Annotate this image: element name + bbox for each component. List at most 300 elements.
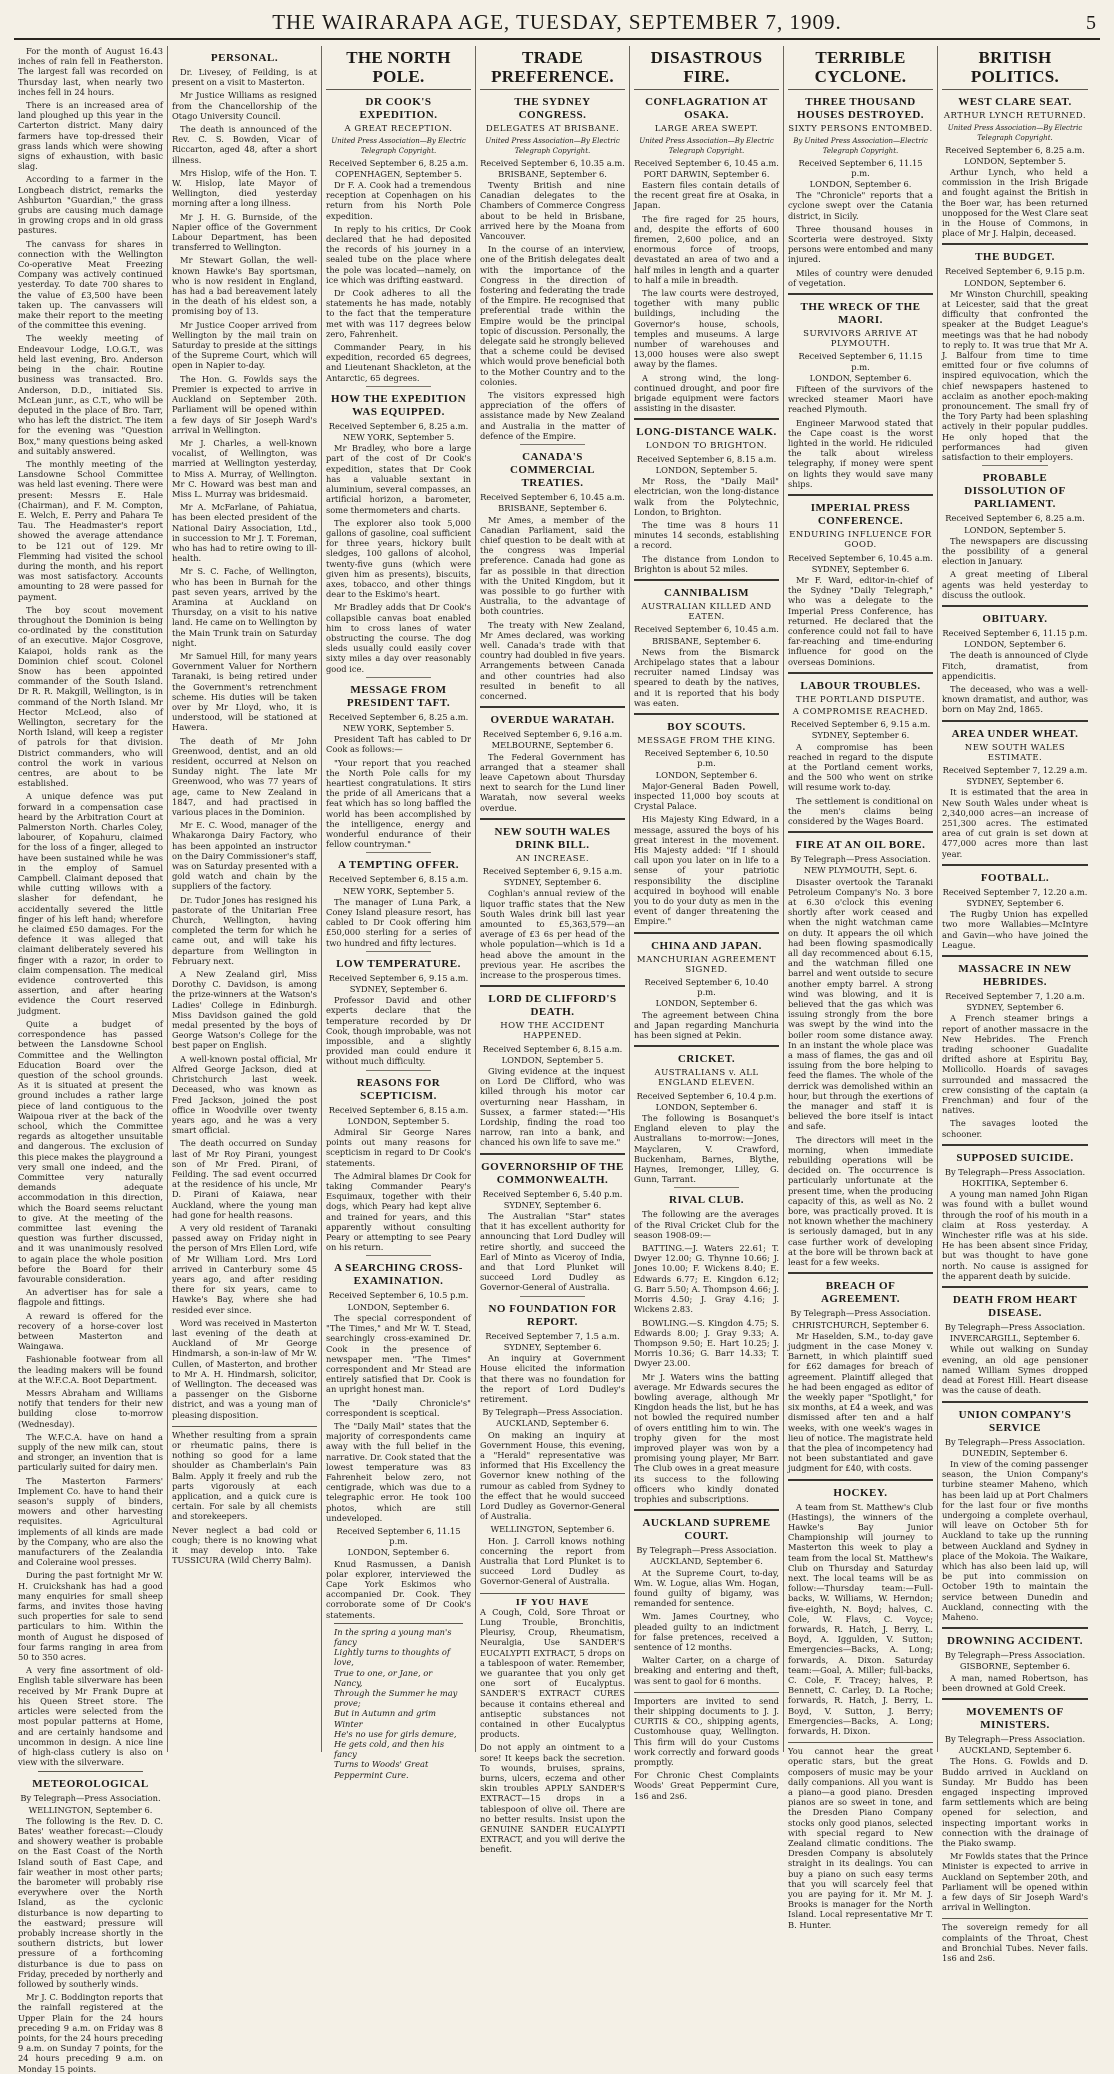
section-title: MESSAGE FROM PRESIDENT TAFT.	[346, 683, 451, 709]
received-line: Received September 6, 8.15 a.m.	[482, 1043, 623, 1054]
paragraph: In view of the coming passenger season, the Union Company's turbine steamer Maheno, which has been laid up at Port Chalmers for the last four or five months undergoing a complete overhaul, will leave on October 5th for Auckland to take up the running between Auckland and Sydney in place of the Mokoia. The Waikare, which has also been laid up, will be put into commission on October 19th to maintain the service between Dunedin and Auckland, connecting with the Maheno.	[942, 1458, 1088, 1622]
paragraph: Mr E. C. Wood, manager of the Whakaronga Dairy Factory, who has been appointed an instructor on the Dairy Commissioner's staff, was on Saturday presented with a gold watch and chain by the suppliers of the factory.	[172, 820, 317, 892]
paragraph: The death is announced of the Rev. C. S. Bowden, Vicar of Riccarton, aged 48, after a short illness.	[172, 124, 317, 165]
paragraph: A well-known postal official, Mr Alfred George Jackson, died at Christchurch last week. Deceased, who was known as Fred Jackson, joined the post office in Woodville over twenty years ago, and he was a very smart official.	[172, 1053, 317, 1136]
wire-credit: By Telegraph—Press Association.	[944, 1650, 1086, 1661]
dateline: LONDON, September 5.	[964, 524, 1066, 535]
section-body	[788, 1331, 933, 1474]
col5-advertisement	[634, 1692, 779, 1801]
paragraph: The Hon. G. Fowlds says the Premier is expected to arrive in Auckland on September 20th. Parliament will be opened within a few days of Sir Joseph Ward's arrival in Wellington.	[172, 373, 317, 435]
section-subtitle: HOW THE ACCIDENT HAPPENED.	[500, 1021, 605, 1042]
section-title: REASONS FOR SCEPTICISM.	[356, 1076, 441, 1102]
paragraph: Three thousand houses in Scorteria were destroyed. Sixty persons were entombed and many injured.	[788, 223, 933, 265]
wire-credit: United Press Association—By Electric Telegraph Copyright.	[485, 137, 620, 156]
paragraph: A unique defence was put forward in a compensation case heard by the Arbitration Court at Palmerston North. Charles Coley, labourer, of Kopahuru, claimed for the loss of a finger, alleged to have been sustained while he was in the employ of Samuel Campbell. Claimant deposed that while cutting willows with a slasher for defendant, he accidentally severed the little finger of his left hand; wherefore he claimed £50 damages. For the defence it was alleged that claimant deliberately severed his finger with a razor, in order to claim compensation. The medical evidence controverted this assertion, and after hearing evidence the Court reserved judgment.	[18, 791, 163, 1016]
section-body	[480, 1430, 625, 1522]
received-line: Received September 6, 10.5 p.m.	[328, 1290, 469, 1301]
wire-credit: By United Press Association—Electric Telegraph Copyright.	[793, 137, 928, 156]
dateline: SYDNEY, September 6.	[503, 1341, 602, 1352]
dateline: AUCKLAND, September 6.	[958, 1745, 1072, 1756]
paragraph: Mr Stewart Gollan, the well-known Hawke's Bay sportsman, who is now resident in England, has had a bad bereavement lately in the death of his eldest son, a promising boy of 13.	[172, 255, 317, 317]
paragraph: The Hons. G. Fowlds and D. Buddo arrived in Auckland on Sunday. Mr Buddo has been engaged inspecting improved farm settlements which are being opened for selection, and inspecting important works in connection with the drainage of the Piako swamp.	[942, 1756, 1088, 1848]
paragraph: The Australian "Star" states that it has excellent authority for announcing that Lord Dudley will retire shortly, and succeed the Earl of Minto as Viceroy of India, and that Lord Plunket will succeed Lord Dudley as Governor-General of Australia.	[480, 1211, 625, 1293]
section-body	[942, 1673, 1088, 1693]
section-body	[326, 1313, 471, 1523]
dateline: SYDNEY, September 6.	[811, 730, 910, 741]
paragraph: Quite a budget of correspondence has passed between the Lansdowne School Committee and the Wellington Education Board over the question of the school grounds. As it is situated at present the ground includes a rather large piece of land contiguous to the Waipoua river at the back of the school, which the Committee regards as altogether unsuitable and dangerous. The exclusion of this piece makes the playground a very small one indeed, and the Committee very naturally demands adequate accommodation in this direction, which the Board seems reluctant to give. At the meeting of the committee last evening the question was further discussed, and it was unanimously resolved to again place the whole position before the Board for their favourable consideration.	[18, 1018, 163, 1284]
wire-credit: United Press Association—By Electric Telegraph Copyright.	[639, 137, 774, 156]
paragraph: For the month of August 16.43 inches of rain fell in Featherston. The largest fall was recorded on Thursday last, when nearly two inches fell in 24 hours.	[18, 46, 163, 97]
section-subtitle: SIXTY PERSONS ENTOMBED.	[788, 124, 933, 134]
section-title: MOVEMENTS OF MINISTERS.	[966, 1705, 1064, 1731]
personal-paragraphs	[172, 67, 317, 1420]
paragraph: The Federal Government has arranged that a steamer shall leave Capetown about Thursday next to search for the Lund liner Waratah, now several weeks overdue.	[480, 751, 625, 813]
section-subtitle: ENDURING INFLUENCE FOR GOOD.	[789, 530, 932, 551]
paragraph: Mr Fowlds states that the Prince Minister is expected to arrive in Auckland on September 20th, and Parliament will be opened within a few days of Sir Joseph Ward's arrival in Wellington.	[942, 1851, 1088, 1913]
paragraph: The directors will meet in the morning, when immediate rebuilding operations will be decided on. The occurrence is particularly unfortunate at the present time, when the producing capacity of this, as well as No. 2 bore, was practically proved. It is not known whether the machinery is seriously damaged, but in any case further work of developing at the bore will be thrown back at least for a few weeks.	[788, 1134, 933, 1268]
paragraph: The Rugby Union has expelled two more Wallabies—McIntyre and Gavin—who have joined the League.	[942, 909, 1088, 950]
section-body	[326, 1127, 471, 1252]
paragraph: Arthur Lynch, who held a commission in the Irish Brigade and fought against the British in the Boer war, has been returned unopposed for the West Clare seat in the House of Commons, in place of Mr J. Halpin, deceased.	[942, 167, 1088, 239]
section-title: BREACH OF AGREEMENT.	[820, 1280, 901, 1306]
paragraph: The distance from London to Brighton is about 52 miles.	[634, 553, 779, 574]
paragraph: The boy scout movement throughout the Dominion is being co-ordinated by the constitution of an executive. Major Cosgrove, Kaiapoi, holds rank as the Dominion chief scout. Colonel Snow has been appointed commander of the South Island. Dr R. R. Makgill, Wellington, is in command of the North Island. Mr Hector McLeod, also of Wellington, secretary for the North Island, will keep a register of patrols for that division. District commanders, who will control the work in various centres, are about to be established.	[18, 604, 163, 789]
dateline: MELBOURNE, September 6.	[491, 740, 614, 751]
column-4	[476, 46, 630, 1855]
section-body	[634, 1113, 779, 1184]
paragraph: A man, named Robertson, has been drowned at Gold Creek.	[942, 1672, 1088, 1693]
paragraph: True to one, or Jane, or Nancy,	[334, 1667, 433, 1688]
columns	[14, 46, 1100, 2074]
section-body	[326, 1559, 471, 1620]
paragraph: The fire raged for 25 hours, and, despite the efforts of 600 firemen, 2,600 police, and an enormous force of troops, devastated an area of two and a half miles in length and a quarter to half a mile in breadth.	[634, 213, 779, 285]
paragraph: BATTING.—J. Waters 22.61; T. Dwyer 12.00; G. Thynne 10.66; J. Jones 10.00; F. Wickens 8.40; E. Edwards 6.77; E. Kingdon 6.12; G. Barr 5.50; A. Thompson 4.66; J. Morris 4.50; J. Gray 4.16; J. Wickens 2.83.	[634, 1243, 779, 1315]
paragraph: Mr Ames, a member of the Canadian Parliament, said the chief question to be dealt with at the congress was Imperial preference. Canada had gone as far as possible in that direction with the United Kingdom, but it was possible to go further with Australia, to the advantage of both countries.	[480, 514, 625, 617]
received-line: Received September 7, 1.20 a.m.	[945, 991, 1085, 1001]
wire-credit: United Press Association—By Electric Telegraph Copyright.	[947, 124, 1083, 143]
paragraph: Never neglect a bad cold or cough; there is no knowing what it may develop into. Take TUSSICURA (Wild Cherry Balm).	[172, 1524, 317, 1566]
section-body	[326, 180, 471, 383]
section-body	[788, 384, 933, 489]
section-body	[480, 752, 625, 813]
section-body	[788, 877, 933, 1268]
verse-advertisement	[334, 1623, 463, 1780]
section-subtitle: A GREAT RECEPTION.	[344, 124, 453, 134]
section-body	[942, 909, 1088, 950]
section-body	[480, 1536, 625, 1587]
section-body	[480, 515, 625, 702]
paragraph: In reply to his critics, Dr Cook declared that he had deposited the records of his journey in a sealed tube on the place where the pole was located—namely, on ice which was drifting eastward.	[326, 223, 471, 285]
paragraph: Turns to Woods' Great Peppermint Cure.	[334, 1759, 429, 1780]
paragraph: Hon. J. Carroll knows nothing concerning the report from Australia that Lord Plunket is to succeed Lord Dudley as Governor-General of Australia.	[480, 1535, 625, 1587]
paragraph: Eastern files contain details of the recent great fire at Osaka, in Japan.	[634, 180, 779, 211]
received-line: Received September 6, 11.15 p.m.	[336, 1525, 461, 1547]
paragraph: Mr Justice Cooper arrived from Wellington by the mail train on Saturday to preside at the sittings of the Supreme Court, which will open in Napier to-day.	[172, 319, 317, 371]
section-title: PROBABLE DISSOLUTION OF PARLIAMENT.	[964, 472, 1066, 511]
section-body	[326, 734, 471, 849]
dateline: CHRISTCHURCH, September 6.	[792, 1319, 929, 1330]
paragraph: Mrs Hislop, wife of the Hon. T. W. Hislop, late Mayor of Wellington, died yesterday morning after a long illness.	[172, 167, 317, 209]
section-title: A TEMPTING OFFER.	[337, 859, 460, 872]
section-subtitle: AN INCREASE.	[515, 853, 590, 864]
section-body	[634, 781, 779, 927]
paragraph: The following is the Rev. D. C. Bates' weather forecast:—Cloudy and showery weather is probable on the East Coast of the North Island south of East Cape, and fair weather in most other parts; the barometer will probably rise everywhere over the North Island, as the cyclonic disturbance is now departing to the eastward; pressure will probably increase shortly in the southern districts, but lower pressure of a forthcoming disturbance is due to pass on Friday, preceded by northerly and followed by southerly winds.	[18, 1815, 163, 1989]
personal-heading: PERSONAL.	[210, 52, 279, 64]
received-line: Received September 6, 9.15 a.m.	[482, 865, 623, 876]
section-body	[634, 647, 779, 708]
received-line: Received September 6, 8.25 a.m.	[945, 513, 1085, 524]
paragraph: The canvass for shares in connection with the Wellington Co-operative Meat Freezing Company was actively continued yesterday. To date 700 shares to the value of £3,500 have been taken up. The canvassers will make their report to the meeting of the committee this evening.	[18, 238, 163, 331]
paragraph: Do not apply an ointment to a sore! It keeps back the secretion. To wounds, bruises, sprains, burns, ulcers, eczema and other skin troubles APPLY SANDER'S EXTRACT—15 drops in a tablespoon of olive oil. There are no better results. Insist upon the GENUINE SANDER EUCALYPTI EXTRACT, and you will derive the benefit.	[480, 1742, 625, 1855]
paragraph: The settlement is conditional on the men's claims being considered by the Wages Board.	[788, 795, 933, 826]
column-6	[784, 46, 938, 1930]
dateline: LONDON, September 6.	[347, 1547, 450, 1558]
column-7	[938, 46, 1092, 1964]
section-subtitle: THE PORTLAND DISPUTE.	[795, 694, 926, 705]
paragraph: For Chronic Chest Complaints Woods' Great Peppermint Cure, 1s6 and 2s6.	[634, 1770, 779, 1801]
paragraph: The "Daily Chronicle's" correspondent is sceptical.	[326, 1397, 471, 1418]
paragraph: The savages looted the schooner.	[942, 1118, 1088, 1139]
received-line: Received September 6, 10.35 a.m.	[480, 157, 625, 168]
piano-advertisement	[788, 1742, 933, 1930]
dateline: GISBORNE, September 6.	[959, 1661, 1071, 1672]
paragraph: Mr Samuel Hill, for many years Government Valuer for Northern Taranaki, is being retired under the Government's retrenchment scheme. His duties will be taken over by Mr Lloyd, who, it is understood, will be stationed at Hawera.	[172, 650, 317, 733]
section-title: OBITUARY.	[982, 612, 1048, 625]
section-title: THE WRECK OF THE MAORI.	[800, 301, 921, 327]
dateline: SYDNEY, September 6.	[503, 877, 602, 888]
section-title: CHINA AND JAPAN.	[651, 939, 762, 952]
section-title: CANNIBALISM	[664, 586, 749, 599]
section-body	[326, 897, 471, 948]
section-title: GOVERNORSHIP OF THE COMMONWEALTH.	[481, 1160, 624, 1186]
paragraph: The monthly meeting of the Lansdowne School Committee was held last evening. There were present: Messrs E. Hale (Chairman), and F. M. Compton, E. Welch, E. Perry and Pahara Te Tau. The Headmaster's report showed the average attendance to be 121 out of 129. Mr Flemming had visited the school during the month, and his report was most satisfactory. Accounts amounting to 28 were passed for payment.	[18, 458, 163, 602]
section-subtitle: A COMPROMISE REACHED.	[792, 706, 929, 717]
paragraph: A team from St. Matthew's Club (Hastings), the winners of the Hawke's Bay Junior Championship will journey to Masterton this week to play a team from the local St. Matthew's Club on Thursday and Saturday next. The local teams will be as follow:—Thursday team:—Full-backs, W. Williams, W. Herndon; five-eighth, N. Boyd; halves, C. Cole, W. Flavs, C. Voyce; forwards, R. Hatch, J. Berry, L. Boyd, A. Iggulden, V. Sutton; Emergencies—Backs, A. Long; forwards, A. Dixon. Saturday team:—Goal, A. Miller; full-backs, C. Cole, F. Tracey; halves, P. Bennett, C. Carley, D. La Roche; forwards, R. Hatch, J. Berry, L. Boyd, V. Sutton, J. Berry; Emergencies—Backs, A. Long; forwards, H. Dixon.	[788, 1501, 933, 1737]
paragraph: A very old resident of Taranaki passed away on Friday night in the person of Mrs Ellen Lord, wife of Mr William Lord. Mrs Lord arrived in Canterbury some 45 years ago, and after residing there for six years, came to Hawke's Bay, where she had resided ever since.	[172, 1222, 317, 1315]
paragraph: The sovereign remedy for all complaints of the Throat, Chest and Bronchial Tubes. Never fails. 1s6 and 2s6.	[942, 1922, 1088, 1964]
sanders-advertisement	[480, 1593, 625, 1855]
paragraph: The weekly meeting of Endeavour Lodge, I.O.G.T., was held last evening, Bro. Anderson being in the chair. Routine business was transacted. Bro. Anderson, D.D., initiated Sis. McLean junr., as C.T., who will be deputed in the place of Bro. Tarr, who has left the district. The item for the evening was "Question Box," many questions being asked and suitably answered.	[18, 333, 163, 456]
dateline: BRISBANE, September 6.	[498, 168, 607, 179]
dateline: LONDON, September 6.	[655, 998, 758, 1009]
received-line: Received September 6, 10.4 p.m.	[636, 1090, 777, 1101]
section-body	[788, 1502, 933, 1737]
paragraph: Admiral Sir George Nares points out many reasons for scepticism in regard to Dr Cook's statements.	[326, 1127, 471, 1168]
section-body	[634, 1568, 779, 1686]
section-title: CONFLAGRATION AT OSAKA.	[645, 96, 768, 121]
wire-credit: By Telegraph—Press Association.	[790, 854, 931, 865]
section-body	[942, 1344, 1088, 1395]
section-body	[788, 190, 933, 288]
column-1	[14, 46, 168, 2074]
section-subtitle: AUSTRALIANS v. ALL ENGLAND ELEVEN.	[654, 1068, 759, 1089]
col1-paragraphs	[18, 46, 163, 1767]
received-line: Received September 6, 11.15 p.m.	[798, 157, 923, 178]
paragraph: Walter Carter, on a charge of breaking and entering and theft, was sent to gaol for 6 months.	[634, 1655, 779, 1686]
paragraph: Commander Peary, in his expedition, recorded 65 degrees, and Lieutenant Shackleton, at the Antarctic, 65 degrees.	[326, 342, 471, 383]
paragraph: Mr A. McFarlane, of Pahiatua, has been elected president of the National Dairy Association, Ltd., in succession to Mr J. T. Foreman, who has had to retire owing to ill-health.	[172, 502, 317, 564]
paragraph: A very fine assortment of old-English table silverware has been received by Mr Frank Dupre at his Queen Street store. The articles were selected from the most popular patterns at Home, and are certainly handsome and uncommon in design. A nice line of high-class cutlery is also on view with the silverware.	[18, 1665, 163, 1768]
paragraph: The law courts were destroyed, together with many public buildings, including the Governor's house, schools, temples and museums. A large number of warehouses and 13,000 houses were also swept away by the flames.	[634, 288, 779, 370]
received-line: Received September 6, 9.15 a.m.	[790, 719, 931, 730]
wire-credit: By Telegraph—Press Association.	[944, 1166, 1086, 1177]
section-body	[942, 167, 1088, 238]
dateline: LONDON, September 5.	[655, 464, 758, 475]
paragraph: Word was received in Masterton last evening of the death at Auckland of Mr George Hindmarsh, a son-in-law of Mr W. Cullen, of Masterton, and brother to Mr A. H. Hindmarsh, solicitor, of Wellington. The deceased was a passenger on the Gisborne district, and was a young man of pleasing disposition.	[172, 1317, 317, 1420]
british-politics-banner: BRITISH POLITICS.	[942, 48, 1088, 90]
column-2	[168, 46, 322, 1752]
meteorological-heading: METEOROLOGICAL	[32, 1778, 149, 1791]
section-title: LORD DE CLIFFORD'S DEATH.	[488, 993, 617, 1019]
section-body	[634, 1209, 779, 1504]
paragraph: Mr J. Charles, a well-known vocalist, of Wellington, was married at Wellington yesterday, to Miss A. Murray, of Wellington. Mr C. Howard was best man and Miss L. Murray was bridesmaid.	[172, 437, 317, 499]
dateline: DUNEDIN, September 6.	[962, 1447, 1068, 1458]
dateline: SYDNEY, September 6.	[503, 1199, 602, 1210]
paragraph: A young man named John Rigan was found with a bullet wound through the roof of his mouth in a claim at Ross yesterday. A Winchester rifle was at his side. He has been absent since Friday, but was thought to have gone north. No cause is assigned for the apparent death by suicide.	[942, 1189, 1088, 1281]
received-line: Received September 6, 5.40 p.m.	[482, 1188, 623, 1199]
section-title: NO FOUNDATION FOR REPORT.	[488, 1302, 617, 1328]
paragraph: President Taft has cabled to Dr Cook as follows:—	[326, 734, 471, 755]
section-title: THE SYDNEY CONGRESS.	[514, 96, 591, 121]
dateline: HOKITIKA, September 6.	[961, 1178, 1069, 1189]
paragraph: The deceased, who was a well-known dramatist, and author, was born on May 2nd, 1865.	[942, 683, 1088, 715]
dateline: LONDON, September 6.	[347, 1301, 450, 1312]
section-body	[942, 787, 1088, 858]
paragraph: Fifteen of the survivors of the wrecked steamer Maori have reached Plymouth.	[788, 384, 933, 415]
north-pole-banner: THE NORTH POLE.	[326, 48, 471, 90]
section-title: THREE THOUSAND HOUSES DESTROYED.	[796, 96, 925, 121]
section-body	[480, 1211, 625, 1293]
paragraph: The time was 8 hours 11 minutes 14 seconds, establishing a record.	[634, 519, 779, 551]
paragraph: Mr J. C. Boddington reports that the rainfall registered at the Upper Plain for the 24 hours preceding 9 a.m. on Friday was 8 points, for the 24 hours preceding 9 a.m. on Sunday 7 points, for the 24 hours preceding 9 a.m. on Monday 15 points.	[18, 1992, 163, 2074]
paragraph: Dr. Livesey, of Feilding, is at present on a visit to Masterton.	[172, 67, 317, 88]
dateline: BRISBANE, September 6.	[652, 635, 761, 646]
paragraph: The following are the averages of the Rival Cricket Club for the season 1908-09:—	[634, 1209, 779, 1240]
paragraph: The visitors expressed high appreciation of the offers of assistance made by New Zealand and Australia in the matter of defence of the Empire.	[480, 390, 625, 441]
section-subtitle: ARTHUR LYNCH RETURNED.	[943, 111, 1087, 121]
paragraph: Mr Justice Williams as resigned from the Chancellorship of the Otago University Council.	[172, 90, 317, 121]
paragraph: A French steamer brings a report of another massacre in the New Hebrides. The French trading schooner Guadalite drifted ashore at Espiritu Bay, Mollicollo. Hoards of savages surrounded and massacred the crew consisting of the captain (a Frenchman) and four of the natives.	[942, 1013, 1088, 1116]
terrible-cyclone-banner: TERRIBLE CYCLONE.	[788, 48, 933, 90]
section-body	[634, 180, 779, 413]
dateline: LONDON, September 6.	[655, 1101, 758, 1112]
received-line: Received September 6, 10.45 a.m.	[634, 624, 779, 635]
paragraph: The treaty with New Zealand, Mr Ames declared, was working well. Canada's trade with that country had doubled in five years. Arrangements between Canada and other countries had also resulted in benefit to all concerned.	[480, 619, 625, 701]
paragraph: Twenty British and nine Canadian delegates to the Chambers of Commerce Congress about to be held in Brisbane, arrived here by the Moana from Vancouver.	[480, 180, 625, 242]
paragraph: The death occurred on Sunday last of Mr Roy Pirani, youngest son of Mr Fred. Pirani, of Feilding. The sad event occurred at the residence of his uncle, Mr D. Pirani of Kaiawa, near Auckland, where the young man had gone for health reasons.	[172, 1138, 317, 1220]
wire-credit: By Telegraph—Press Association.	[944, 1436, 1086, 1447]
paragraph: The newspapers are discussing the possibility of a general election in January.	[942, 535, 1088, 567]
section-subtitle: LARGE AREA SWEPT.	[654, 124, 759, 134]
section-title: AREA UNDER WHEAT.	[951, 727, 1079, 740]
section-body	[634, 476, 779, 574]
met-dateline: WELLINGTON, September 6.	[28, 1804, 153, 1815]
received-line: Received September 6, 8.25 a.m.	[328, 420, 469, 431]
paragraph: It is estimated that the area in New South Wales under wheat is 2,340,000 acres—an increase of 251,300 acres. The estimated area of cut grain is set down at 477,000 acres more than last year.	[942, 787, 1088, 859]
met-wire: By Telegraph—Press Association.	[20, 1793, 161, 1804]
paragraph: The agreement between China and Japan regarding Manchuria has been signed at Pekin.	[634, 1009, 779, 1041]
paragraph: During the past fortnight Mr W. H. Cruickshank has had a good many enquiries for small sheep farms, and invites those having such properties for sale to send particulars to him. Within the month of August he disposed of four farms ranging in area from 50 to 350 acres.	[18, 1570, 163, 1663]
received-line: Received September 6, 8.15 a.m.	[636, 453, 777, 464]
paragraph: Mr Winston Churchill, speaking at Leicester, said that the great difficulty that confronted the speaker at the Budget League's meetings was that he had nobody to reply to. It was true that Mr A. J. Balfour from time to time emitted four or five columns of inspired equivocation, which the chief newspapers hastened to acclaim as another epoch-making pronouncement. The small fry of the Tory Party had been splashing actively in their popular puddles. He only hoped that the performances had given satisfaction to their employers.	[942, 288, 1088, 463]
paragraph: Mr Haselden, S.M., to-day gave judgment in the case Money v. Barnett, in which plaintiff sued for £62 damages for breach of agreement. Plaintiff alleged that he had been engaged as editor of the weekly paper "Spotlight," for six months, at £4 a week, and was dismissed after ten and a half weeks, with one week's wages in lieu of notice. The magistrate held that the plea of incompetency had not been substantiated and gave judgment for £40, with costs.	[788, 1330, 933, 1474]
page-number: 5	[1086, 12, 1096, 34]
paragraph: The W.F.C.A. have on hand a supply of the new milk can, stout and stronger, an invention that is particularly suited for dairy men.	[18, 1431, 163, 1473]
received-line: Received September 6, 8.25 a.m.	[328, 711, 469, 722]
dateline: SYDNEY, September 6.	[349, 984, 448, 995]
disastrous-fire-banner: DISASTROUS FIRE.	[634, 48, 779, 90]
section-body	[942, 1189, 1088, 1281]
section-body	[942, 1459, 1088, 1622]
paragraph: The following is Bosanquet's England eleven to play the Australians to-morrow:—Jones, Mayclaren, V. Crawford, Buckenham, Barnes, Blythe, Haynes, Iremonger, Lilley, G. Gunn, Tarrant.	[634, 1113, 779, 1185]
paragraph: The Masterton Farmers' Implement Co. have to hand their season's supply of binders, mowers and other harvesting requisites. Agricultural implements of all kinds are made by the Company, who are also the manufacturers of the Zealandia and Coleraine wool presses.	[18, 1475, 163, 1568]
received-line: Received September 7, 1.5 a.m.	[485, 1330, 620, 1341]
section-title: LOW TEMPERATURE.	[336, 957, 461, 970]
section-body	[788, 742, 933, 827]
paragraph: Mr S. C. Fache, of Wellington, who has been in Burnah for the past seven years, arrived by the Aramina at Auckland on Thursday, on a visit to his native land. He came on to Wellington by the Main Trunk train on Saturday night.	[172, 566, 317, 648]
section-subtitle: DELEGATES AT BRISBANE.	[485, 124, 620, 134]
paragraph: Whether resulting from a sprain or rheumatic pains, there is nothing so good for a lame shoulder as Chamberlain's Pain Balm. Apply it freely and rub the parts vigorously at each application, and a quick cure is certain. For sale by all chemists and storekeepers.	[172, 1429, 317, 1522]
section-title: NEW SOUTH WALES DRINK BILL.	[494, 825, 611, 851]
wire-credit: United Press Association—By Electric Telegraph Copyright.	[331, 137, 466, 156]
section-title: RIVAL CLUB.	[669, 1194, 744, 1207]
section-body	[480, 180, 625, 441]
ad-body	[480, 1607, 625, 1855]
section-title: UNION COMPANY'S SERVICE	[958, 1408, 1072, 1434]
dateline: SYDNEY, September 6.	[966, 776, 1064, 787]
paragraph: His Majesty King Edward, in a message, assured the boys of his great interest in the movement. His Majesty added: "If I should call upon you later on in life to a sense of your patriotic responsibility the discipline acquired in boyhood will enable you to do your duty as men in the event of danger threatening the Empire."	[634, 814, 779, 927]
received-line: Received September 6, 10.50 p.m.	[644, 748, 769, 769]
section-title: WEST CLARE SEAT.	[958, 96, 1072, 108]
paragraph: Mr J. Waters wins the batting average. Mr Edwards secures the bowling average, although Mr Kingdon heads the list, but he has not bowled the required number of overs entitling him to win. The trophy given for the most improved player was won by a promising young player, Mr Barr. The Club owes in a great measure its success to the following officers who kindly donated trophies and subscriptions.	[634, 1371, 779, 1504]
section-title: DR COOK'S EXPEDITION.	[359, 96, 438, 121]
paragraph: A compromise has been reached in regard to the dispute at the Portland cement works, and the 500 who went on strike will resume work to-day.	[788, 741, 933, 793]
paragraph: BOWLING.—S. Kingdon 4.75; S. Edwards 8.00; J. Gray 9.33; A. Thompson 9.50; E. Hart 10.25; J. Morris 10.36; G. Barr 14.33; T. Dwyer 23.00.	[634, 1317, 779, 1369]
dateline: LONDON, September 6.	[809, 372, 912, 383]
wire-credit: By Telegraph—Press Association.	[482, 1407, 623, 1418]
paragraph: But in Autumn and grim Winter	[334, 1708, 436, 1729]
section-body	[942, 536, 1088, 600]
paragraph: In the spring a young man's fancy	[334, 1626, 452, 1647]
wire-credit: By Telegraph—Press Association.	[636, 1545, 777, 1556]
section-subtitle: SURVIVORS ARRIVE AT PLYMOUTH.	[803, 329, 918, 350]
section-title: CRICKET.	[677, 1053, 736, 1066]
section-title: DROWNING ACCIDENT.	[947, 1635, 1083, 1648]
paragraph: A great meeting of Liberal agents was held yesterday to discuss the outlook.	[942, 569, 1088, 600]
received-line: Received September 6, 10.45 a.m.	[634, 157, 779, 168]
section-body	[788, 575, 933, 667]
dateline: INVERCARGILL, September 6.	[949, 1333, 1081, 1344]
dateline: NEW YORK, September 5.	[342, 432, 455, 443]
received-line: Received September 6, 8.15 a.m.	[328, 874, 469, 885]
paragraph: There is an increased area of land ploughed up this year in the Carterton district. Many dairy farmers have top-dressed their grass lands which were showing signs of exhaustion, with basic slag.	[18, 100, 163, 172]
paragraph: A Cough, Cold, Sore Throat or Lung Trouble, Bronchitis, Pleurisy, Croup, Rheumatism, Neuralgia, Use SANDER'S EUCALYPTI EXTRACT, 5 drops on a tablespoon of water. Remember, we guarantee that you only get one sort of Eucalyptus. SANDER'S EXTRACT CURES because it contains ethereal and antiseptic substances not contained in other Eucalyptus products.	[480, 1606, 625, 1740]
paragraph: A strong wind, the long-continued drought, and poor fire brigade equipment were factors assisting in the disaster.	[634, 372, 779, 414]
wire-credit: By Telegraph—Press Association.	[790, 1308, 931, 1319]
paragraph: Dr F. A. Cook had a tremendous reception at Copenhagen on his return from his North Pole expedition.	[326, 180, 471, 221]
paragraph: Coghlan's annual review of the liquor traffic states that the New South Wales drink bill last year amounted to £5,363,579—an average of £3 6s per head of the whole population—which is 1d a head above the amount in the previous year. He ascribes the increase to the prosperous times.	[480, 888, 625, 981]
section-body	[326, 995, 471, 1066]
received-line: Received September 6, 10.45 a.m.	[480, 492, 625, 503]
paragraph: Major-General Baden Powell, inspected 11,000 boy scouts at Crystal Palace.	[634, 780, 779, 812]
paragraph: The Admiral blames Dr Cook for taking Commander Peary's Esquimaux, together with their dogs, which Peary had kept alive and trained for years, and this apparently without consulting Peary or attempting to see Peary on his return.	[326, 1170, 471, 1253]
received-line: Received September 6, 10.40 p.m.	[644, 977, 769, 998]
section-title: AUCKLAND SUPREME COURT.	[642, 1517, 771, 1543]
paragraph: The special correspondent of "The Times," and Mr W. T. Stead, searchingly cross-examined Dr. Cook in the presence of newspaper men. "The Times" correspondent and Mr Stead are entirely satisfied that Dr. Cook is an upright honest man.	[326, 1312, 471, 1395]
paragraph: The death of Mr John Greenwood, dentist, and an old resident, occurred at Nelson on Sunday night. The late Mr Greenwood, who was 77 years of age, came to New Zealand in 1847, and had practised in various places in the Dominion.	[172, 735, 317, 818]
section-title: OVERDUE WARATAH.	[490, 714, 615, 727]
section-title: BOY SCOUTS.	[667, 720, 746, 733]
section-subtitle: MANCHURIAN AGREEMENT SIGNED.	[636, 954, 777, 975]
received-line: Received September 6, 9.15 p.m.	[945, 266, 1085, 277]
paragraph: Through the Summer he may prove;	[334, 1688, 458, 1709]
paragraph: News from the Bismarck Archipelago states that a labour recruiter named Lindsay was speared to death by the natives, and it is reported that his body was eaten.	[634, 646, 779, 708]
section-body	[634, 1010, 779, 1041]
paragraph: Wm. James Courtney, who pleaded guilty to an indictment for false pretences, received a sentence of 12 months.	[634, 1611, 779, 1652]
ad-title: IF YOU HAVE	[515, 1596, 590, 1607]
section-body	[942, 1756, 1088, 1912]
paragraph: The "Chronicle" reports that a cyclone swept over the Catania district, in Sicily.	[788, 190, 933, 221]
dateline: LONDON, September 6.	[809, 179, 912, 190]
paragraph: In the course of an interview, one of the British delegates dealt with the importance of the Congress in the direction of fostering and federating the trade of the Empire. He recognised that preferential trade within the Empire would be the principal topic of discussion. Personally, the delegate said he strongly believed that a scheme could be devised which would prove beneficial both to the Mother Country and to the colonies.	[480, 244, 625, 387]
trade-preference-banner: TRADE PREFERENCE.	[480, 48, 625, 90]
section-title: A SEARCHING CROSS-EXAMINATION.	[334, 1262, 463, 1288]
dateline: LONDON, September 6.	[964, 639, 1066, 650]
received-line: Received September 6, 9.16 a.m.	[482, 729, 623, 740]
col2-advertisement	[172, 1426, 317, 1566]
paragraph: Importers are invited to send their shipping documents to J. J. CURTIS & CO., shipping agents, Customhouse quay, Wellington. This firm will do your Customs work correctly and forward goods promptly.	[634, 1695, 779, 1768]
paragraph: Dr. Tudor Jones has resigned his pastorate of the Unitarian Free Church, Wellington, having completed the term for which he came out, and will take his departure from Wellington in February next.	[172, 894, 317, 966]
section-title: MASSACRE IN NEW HEBRIDES.	[958, 963, 1072, 988]
section-subtitle: MESSAGE FROM THE KING.	[637, 735, 776, 746]
paragraph: On making an inquiry at Government House, this evening, a "Herald" representative was informed that His Excellency the Governor knew nothing of the rumour as cabled from Sydney to the effect that he would succeed Lord Dudley as Governor-General of Australia.	[480, 1429, 625, 1522]
received-line: Received September 6, 11.15 p.m.	[942, 627, 1088, 638]
section-title: HOW THE EXPEDITION WAS EQUIPPED.	[330, 392, 467, 418]
paragraph: Dr Cook adheres to all the statements he has made, notably to the fact that the temperature met with was 117 degrees below zero, Fahrenheit.	[326, 288, 471, 339]
paragraph: Mr J. H. G. Burnside, of the Napier office of the Government Labour Department, has been transferred to Wellington.	[172, 211, 317, 253]
paragraph: The manager of Luna Park, a Coney Island pleasure resort, has cabled to Dr Cook offering him £50,000 sterling for a series of two hundred and fifty lectures.	[326, 896, 471, 948]
dateline: LONDON, September 5.	[347, 1115, 450, 1126]
section-title: THE BUDGET.	[975, 251, 1055, 264]
received-line: Received September 6, 8.25 a.m.	[328, 157, 469, 168]
column-5	[630, 46, 784, 1801]
paragraph: An inquiry at Government House elicited the information that there was no foundation for the report of Lord Dudley's retirement.	[480, 1353, 625, 1404]
dateline: LONDON, September 5.	[501, 1054, 604, 1065]
paragraph: Professor David and other experts declare that the temperature recorded by Dr Cook, though improbable, was not impossible, and a slightly provided man could endure it without much difficulty.	[326, 995, 471, 1067]
dateline: NEW YORK, September 5.	[342, 722, 455, 733]
paragraph: Knud Rasmussen, a Danish polar explorer, interviewed the Cape York Eskimos who accompanied Dr. Cook. They corroborate some of Dr Cook's statements.	[326, 1558, 471, 1620]
section-body	[942, 650, 1088, 714]
paragraph: Fashionable footwear from all the leading makers will be found at the W.F.C.A. Boot Department.	[18, 1354, 163, 1385]
col2-ad-paragraphs	[172, 1430, 317, 1566]
masthead-title: THE WAIRARAPA AGE, TUESDAY, SEPTEMBER 7, 1909.	[272, 10, 842, 34]
dateline: SYDNEY, September 6.	[966, 1002, 1064, 1013]
paragraph: Miles of country were denuded of vegetation.	[788, 267, 933, 288]
paragraph: At the Supreme Court, to-day, Wm. W. Logue, alias Wm. Hogan, found guilty of bigamy, was remanded for sentence.	[634, 1567, 779, 1609]
paragraph: The death is announced of Clyde Fitch, dramatist, from appendicitis.	[942, 650, 1088, 681]
paragraph: A New Zealand girl, Miss Dorothy C. Davidson, is among the prize-winners at the Watson's Ladies' College in Edinburgh. Miss Davidson gained the gold medal presented by the boys of George Watson's College for the best paper on English.	[172, 969, 317, 1051]
section-title: SUPPOSED SUICIDE.	[956, 1151, 1074, 1164]
dateline: BRISBANE, September 6.	[498, 503, 607, 514]
section-body	[480, 888, 625, 980]
paragraph: Lightly turns to thoughts of love,	[334, 1647, 450, 1668]
dateline: AUCKLAND, September 6.	[650, 1556, 763, 1567]
paragraph: Disaster overtook the Taranaki Petroleum Company's No. 3 bore at 6.30 o'clock this evening shortly after work ceased and when the night watchman came on duty. It appears the oil which had been flowing spasmodically all day recommenced about 6.15, and the watchman filled one barrel and went outside to secure another empty barrel. A strong wind was blowing, and it is believed that the gas which was issuing strongly from the bore was swept by the wind into the boiler room some distance away. In an instant the whole place was a mass of flames, the gas and oil issuing from the bore helping to feed the flames. The whole of the derrick was demolished within an hour, but through the exertions of the manager and staff it is believed the bore itself is intact and safe.	[788, 876, 933, 1132]
paragraph: "Your report that you reached the North Pole calls for my heartiest congratulations. It stirs the pride of all Americans that a feat which has so long baffled the world has been accomplished by the intelligence, energy and wonderful endurance of their fellow countryman."	[326, 757, 471, 850]
paragraph: Engineer Marwood stated that the Cape coast is the worst lighted in the world. He ridiculed the talk about wireless telegraphy, if money were spent on lights they would save many ships.	[788, 417, 933, 489]
section-body	[942, 289, 1088, 462]
dateline: NEW YORK, September 5.	[342, 885, 455, 896]
